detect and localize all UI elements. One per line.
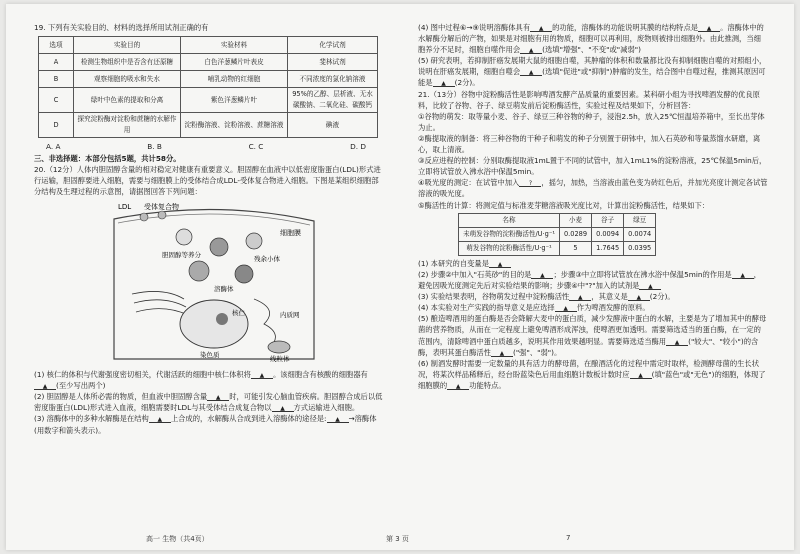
label-membrane: 细胞膜 [280, 228, 301, 237]
answer-blank[interactable]: ▲ [447, 381, 469, 390]
q21-step4: ④吸光度的测定：在试管中加入 ? ，摇匀，加热，当溶液由蓝色变为砖红色后，并加光亮度计测定各试管溶液的吸光度。 [418, 178, 768, 199]
answer-blank[interactable]: ▲ [530, 23, 552, 32]
answer-blank[interactable]: ▲ [531, 270, 553, 279]
table-row [39, 113, 378, 138]
answer-blank[interactable]: ▲ [433, 78, 455, 87]
cell: 小麦 [559, 213, 591, 227]
option-c[interactable]: C. C [248, 142, 264, 152]
label-lysosome: 溶酶体 [214, 284, 234, 293]
footer-left: 高一 生物（共4页） [146, 535, 209, 543]
answer-blank[interactable]: ▲ [491, 348, 513, 357]
th-purpose: 实验目的 [74, 37, 181, 54]
answer-blank[interactable]: ▲ [732, 270, 754, 279]
answer-blank[interactable]: ▲ [149, 414, 171, 423]
q21-intro: 21.（13分）谷物中淀粉酶活性是影响啤酒发酵产品质量的重要因素。某科研小组为寻找啤酒发酵的优良原料，比较了谷物、谷子、绿豆萌发前后淀粉酶活性，实验过程及结果如下，分析回答： [418, 89, 760, 110]
th-option: 选项 [39, 37, 74, 54]
answer-blank[interactable]: ▲ [698, 23, 720, 32]
answer-blank[interactable]: ▲ [555, 303, 577, 312]
q21-a2: (2) 步骤②中加入"石英砂"的目的是 ▲ ；步骤③中立即将试管放在沸水浴中保温5min的作用是 ▲ ，避免因吸光度测定先后对实验结果的影响；步骤④中"?"加入的试剂是 ▲ [418, 269, 761, 291]
er-shape [254, 299, 275, 349]
q21-a4: (4) 本实验对生产实践的指导意义是应选择 ▲ 作为啤酒发酵的原料。 [418, 303, 650, 313]
answer-blank[interactable]: ▲ [327, 414, 349, 423]
cell: D [39, 113, 74, 138]
label-chromatin: 染色质 [200, 350, 220, 359]
cell: 0.0395 [624, 241, 656, 255]
q19-title: 19. 下列有关实验目的、材料的选择所用试剂正确的有 [34, 23, 209, 32]
table-row [39, 71, 378, 88]
answer-blank[interactable]: ▲ [569, 292, 591, 301]
cell: 5 [559, 241, 591, 255]
answer-blank[interactable]: ▲ [207, 392, 229, 401]
cell: 萌发谷物的淀粉酶活性/U·g⁻¹ [459, 241, 560, 255]
q20-part5: (5) 研究表明，若抑制肝癌发展期大鼠的细胞自噬，其肿瘤的体积和数量都比没有抑制细胞自噬的对照组小，说明在肝癌发展期，细胞自噬会 ▲ (选填"促进"或"抑制")肿瘤的发生，结合图中自噬过程，推测其原因可能是 ▲ (2分)。 [418, 56, 767, 88]
golgi-apparatus [132, 291, 188, 315]
cell: 谷子 [592, 213, 624, 227]
answer-blank[interactable]: ▲ [639, 281, 661, 290]
lysosome [189, 261, 209, 281]
cell-diagram [104, 199, 324, 364]
cell: 1.7645 [592, 241, 624, 255]
q21-step5: ⑤酶活性的计算：将测定值与标准麦芽糖溶液吸光度比对，计算出淀粉酶活性，结果如下： [418, 200, 710, 210]
table-row [459, 227, 656, 241]
cell: 未萌发谷物的淀粉酶活性/U·g⁻¹ [459, 227, 560, 241]
cell: A [39, 54, 74, 71]
cell: 95%的乙醇、层析液、无水碳酸钠、二氧化硅、碳酸钙 [288, 88, 378, 113]
q21-a3: (3) 实验结果表明，谷物萌发过程中淀粉酶活性 ▲ ，其意义是 ▲ (2分)。 [418, 292, 675, 302]
q21-step1: ①谷物的萌发：取等量小麦、谷子、绿豆三种谷物的种子，浸泡2.5h，放入25℃恒温培养箱中，至长出芽体为止。 [418, 111, 765, 132]
label-nucleolus: 核仁 [232, 308, 245, 317]
cell: C [39, 88, 74, 113]
label-cholesterol: 胆固醇等养分 [162, 250, 201, 259]
mitochondrion-shape [268, 341, 290, 353]
answer-blank[interactable]: ▲ [251, 370, 273, 379]
q21-step3: ③反应进程的控制：分别取酶提取液1mL置于不同的试管中，加入1mL1%的淀粉溶液，25℃保温5min后，立即将试管放入沸水浴中保温5min。 [418, 156, 767, 177]
left-column [34, 22, 384, 436]
cell: B [39, 71, 74, 88]
right-column [418, 22, 768, 391]
cell: 观察细胞的吸水和失水 [74, 71, 181, 88]
option-d[interactable]: D. D [350, 142, 366, 152]
answer-blank[interactable]: ? [519, 178, 541, 187]
q20-part3: (3) 溶酶体中的多种水解酶是在结构 ▲ 上合成的，水解酶从合成到进入溶酶体的途径是: ▲ →溶酶体(用数字和箭头表示)。 [34, 414, 377, 435]
cell: 绿豆 [624, 213, 656, 227]
answer-blank[interactable]: ▲ [666, 337, 688, 346]
endocytic-vesicle [176, 229, 192, 245]
answer-blank[interactable]: ▲ [34, 381, 56, 390]
cell: 白色洋葱鳞片叶表皮 [181, 54, 288, 71]
autophagosome [235, 265, 253, 283]
exam-sheet [6, 4, 794, 550]
residual-body [210, 238, 228, 256]
answer-blank[interactable]: ▲ [272, 403, 294, 412]
cell: 0.0074 [624, 227, 656, 241]
cell: 检测生物组织中是否含有还原糖 [74, 54, 181, 71]
q20-intro: 20.（12分）人体内胆固醇含量的相对稳定对健康有重要意义。胆固醇在血液中以低密度脂蛋白(LDL)形式进行运输，胆固醇要进入细胞，需要与细胞膜上的受体结合成LDL-受体复合物进入细胞。下图是某组织细胞部分结构及生理过程的示意图，请据图回答下列问题： [34, 164, 381, 196]
nucleus [180, 300, 248, 348]
table-row [39, 54, 378, 71]
section-title: 三、非选择题：本部分包括5题，共计58分。 [34, 153, 181, 163]
cell: 名称 [459, 213, 560, 227]
footer-page: 第 3 页 [386, 535, 409, 543]
ldl-particle [158, 211, 166, 219]
th-material: 实验材料 [181, 37, 288, 54]
q19-options [34, 141, 366, 152]
answer-blank[interactable]: ▲ [520, 45, 542, 54]
answer-blank[interactable]: ▲ [489, 259, 511, 268]
q21-a6: (6) 制酒发酵时需要一定数量的具有活力的酵母菌，在酿酒活化的过程中需定时取样，检测酵母菌的生长状况，将某次样品稀释后，经台盼蓝染色后用血细胞计数板计数时应 ▲ (填"蓝色"或"无色")的细胞，体现了细胞膜的 ▲ 功能特点。 [418, 358, 766, 390]
label-mito: 线粒体 [270, 354, 290, 363]
label-residual: 残余小体 [254, 254, 280, 263]
answer-blank[interactable]: ▲ [520, 67, 542, 76]
cell: 紫色洋葱鳞片叶 [181, 88, 288, 113]
q20-part4: (4) 图中过程⑥→⑨说明溶酶体具有 ▲ 的功能，溶酶体的功能说明其膜的结构特点是 ▲ 。溶酶体中的水解酶分解后的产物，如果是对细胞有用的物质，细胞可以再利用，废物则被排出细胞外。由此推测，当细胞养分不足时，细胞自噬作用会 ▲ (选填"增强"、"不变"或"减弱") [418, 23, 764, 55]
q21-a5: (5) 酿造啤酒用的蛋白酶是否会降解大麦中的蛋白质，减少发酵液中蛋白的水解，主要是为了增加其中的酵母菌的营养物质，从而在一定程度上避免啤酒形成浑浊，使啤酒更加透明。需要筛选适当的蛋白酶，在一定的范围内，清除啤酒中蛋白质越多，说明其作用效果越明显。需要筛选适当酶用 ▲ ("较大"、"较小")的含酶，表明其蛋白酶活性 ▲ ("强"、"弱")。 [418, 314, 767, 357]
th-reagent: 化学试剂 [288, 37, 378, 54]
ldl-particle [140, 213, 148, 221]
cell: 0.0094 [592, 227, 624, 241]
cell: 0.0289 [559, 227, 591, 241]
footer-right: 7 [566, 534, 571, 542]
answer-blank[interactable]: ▲ [628, 292, 650, 301]
cell: 不同浓度的氯化钠溶液 [288, 71, 378, 88]
label-ldl: LDL [118, 202, 132, 211]
vesicle [246, 233, 262, 249]
enzyme-activity-table [458, 213, 656, 256]
cell: 碘液 [288, 113, 378, 138]
q20-part1: (1) 核仁的体积与代谢强度密切相关，代谢活跃的细胞中核仁体积将 ▲ 。该细胞含有核酸的细胞器有▲ (至少写出两个) [34, 370, 368, 391]
table-row [39, 88, 378, 113]
option-b[interactable]: B. B [147, 142, 162, 152]
q21-a1: (1) 本研究的自变量是 ▲ [418, 258, 768, 269]
cell: 哺乳动物的红细胞 [181, 71, 288, 88]
option-a[interactable]: A. A [46, 142, 61, 152]
cell: 斐林试剂 [288, 54, 378, 71]
nucleolus-shape [216, 313, 228, 325]
label-complex: 受体复合物 [144, 202, 179, 211]
table-row [459, 241, 656, 255]
q19-table [38, 36, 378, 138]
q21-step2: ②酶提取液的制备：将三种谷物的干种子和萌发的种子分别置于研钵中，加入石英砂和等量蒸馏水研磨，离心，取上清液。 [418, 133, 761, 155]
answer-blank[interactable]: ▲ [630, 370, 652, 379]
q20-part2: (2) 胆固醇是人体所必需的物质，但血液中胆固醇含量 ▲ 时，可能引发心脑血管疾病。胆固醇合成后以低密度脂蛋白(LDL)形式进入血液，细胞需要时LDL与其受体结合成复合物以 ▲ 方式运输进入细胞。 [34, 392, 383, 413]
cell: 绿叶中色素的提取和分离 [74, 88, 181, 113]
table-header-row [39, 37, 378, 54]
table-header-row [459, 213, 656, 227]
cell: 淀粉酶溶液、淀粉溶液、蔗糖溶液 [181, 113, 288, 138]
cell: 探究淀粉酶对淀粉和蔗糖的水解作用 [74, 113, 181, 138]
label-er: 内质网 [280, 310, 300, 319]
